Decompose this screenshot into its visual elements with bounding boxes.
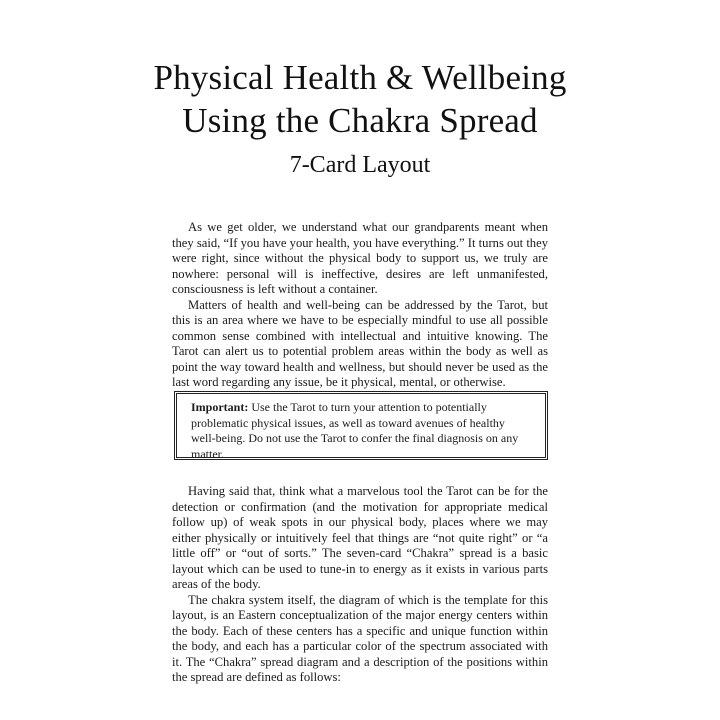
important-note-text: Use the Tarot to turn your attention to potentially problematic physical issues, as well as toward avenues of healthy well-being. Do not use the Tarot to confer the final diagnosis on any matter. [191, 400, 519, 461]
important-note-box [174, 391, 548, 460]
intro-section [172, 220, 548, 391]
page-subtitle: 7-Card Layout [289, 152, 431, 178]
title-line-1: Physical Health & Wellbeing [153, 58, 567, 97]
chakra-paragraph-1: Having said that, think what a marvelous tool the Tarot can be for the detection or confirmation (and the motivation for appropriate medical follow up) of weak spots in our physical body, places where we may either physically or intuitively feel that things are “not quite right” or “a little off” or “out of sorts.” The seven-card “Chakra” spread is a basic layout which can be used to tune-in to energy as it exists in various parts areas of the body. [172, 484, 548, 591]
chakra-paragraph-2: The chakra system itself, the diagram of which is the template for this layout, is an Eastern conceptualization of the major energy centers within the body. Each of these centers has a specific and unique function within the body, and each has a particular color of the spectrum associated with it. The “Chakra” spread diagram and a description of the positions within the spread are defined as follows: [172, 592, 548, 684]
intro-paragraph-2: Matters of health and well-being can be addressed by the Tarot, but this is an area where we have to be especially mindful to use all possible common sense combined with intellectual and intuitive knowing. The Tarot can alert us to potential problem areas within the body as well as point the way toward health and wellness, but should never be used as the last word regarding any issue, be it physical, mental, or otherwise. [172, 297, 548, 389]
important-note-label: Important: [191, 400, 249, 414]
chakra-section [172, 484, 548, 686]
title-line-2: Using the Chakra Spread [182, 101, 538, 140]
intro-paragraph-1: As we get older, we understand what our grandparents meant when they said, “If you have your health, you have everything.” It turns out they were right, since without the physical body to support us, we truly are nowhere: personal will is ineffective, desires are left unmanifested, consciousness is left without a container. [172, 220, 548, 296]
page-title [0, 56, 720, 142]
